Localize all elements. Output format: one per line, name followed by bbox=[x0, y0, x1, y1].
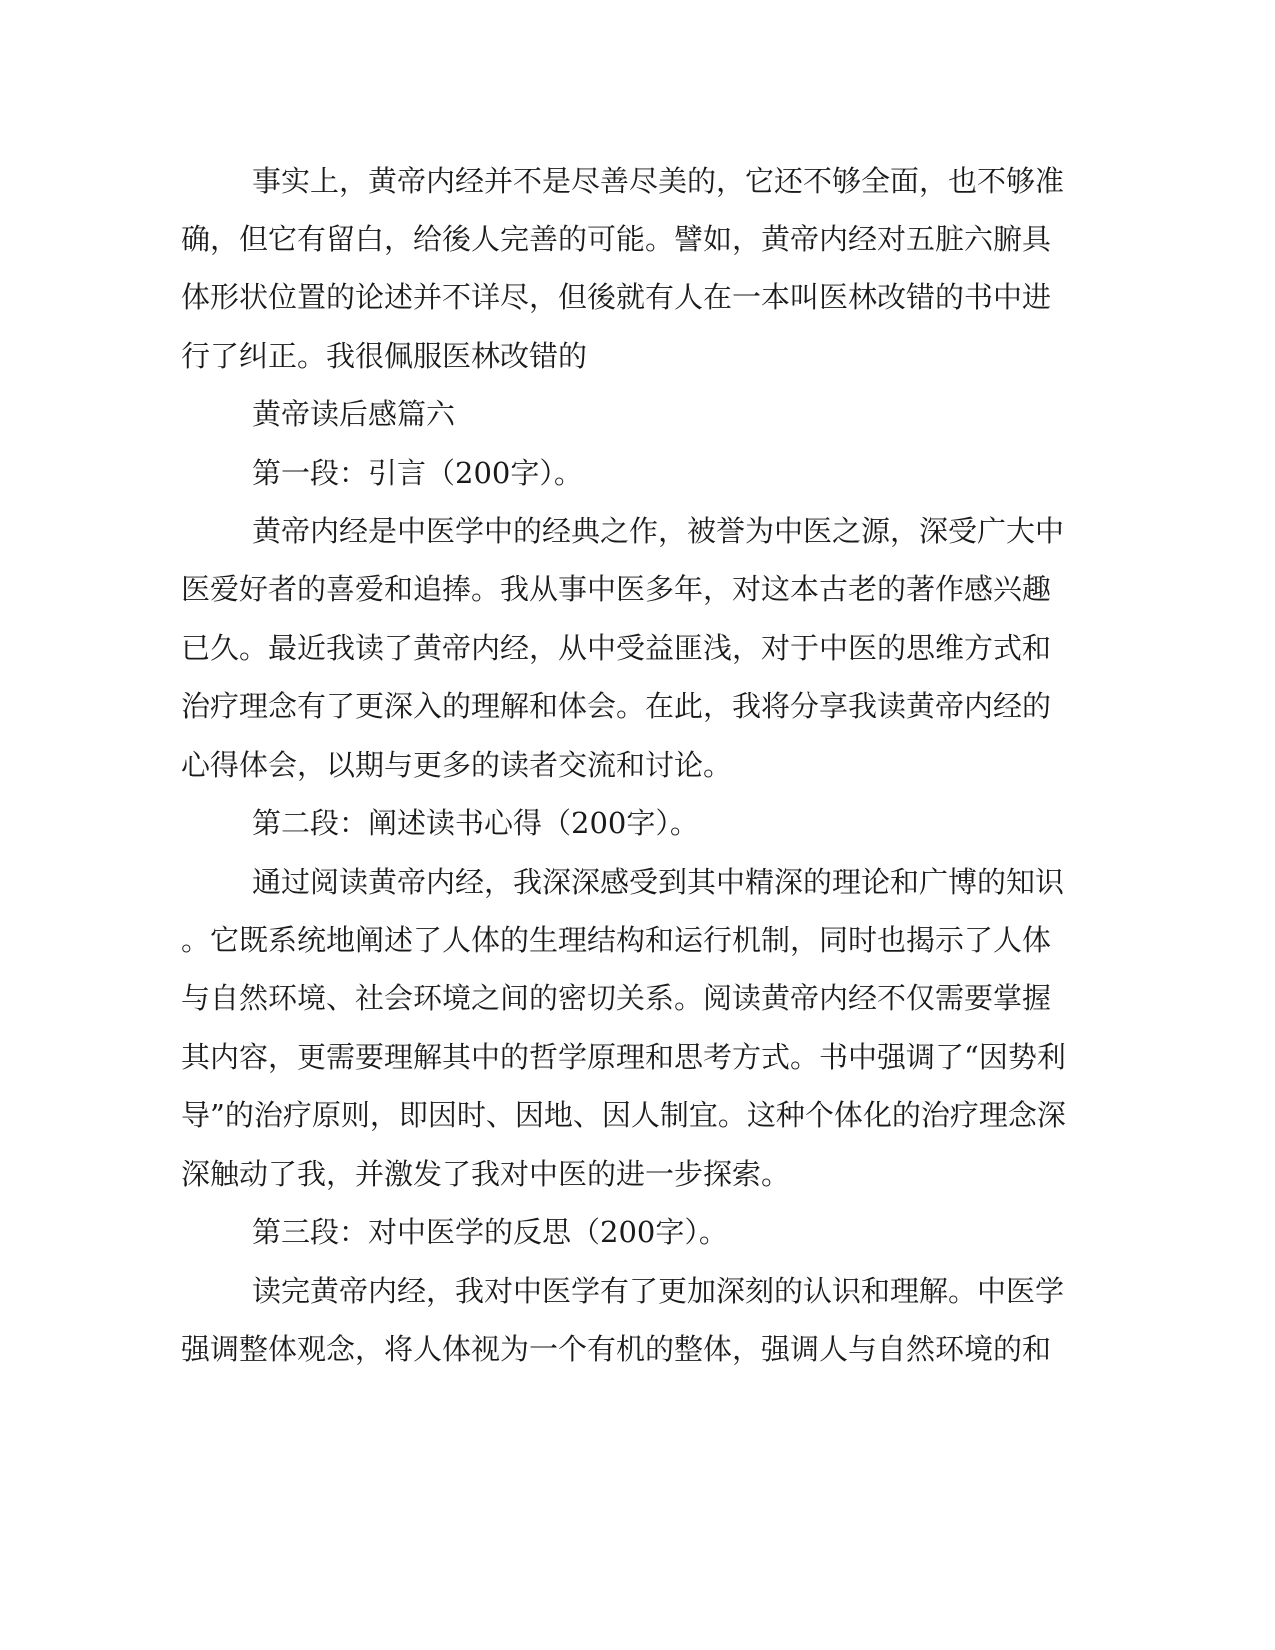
text-line: 事实上，黄帝内经并不是尽善尽美的，它还不够全面，也不够准 bbox=[252, 164, 1065, 198]
text-line: 行了纠正。我很佩服医林改错的 bbox=[181, 339, 588, 373]
text-line: 与自然环境、社会环境之间的密切关系。阅读黄帝内经不仅需要掌握 bbox=[181, 981, 1052, 1015]
text-line: 导”的治疗原则，即因时、因地、因人制宜。这种个体化的治疗理念深 bbox=[181, 1098, 1066, 1132]
text-line: 确，但它有留白，给後人完善的可能。譬如，黄帝内经对五脏六腑具 bbox=[181, 222, 1052, 256]
text-line: 黄帝内经是中医学中的经典之作，被誉为中医之源，深受广大中 bbox=[252, 514, 1065, 548]
text-line: 体形状位置的论述并不详尽，但後就有人在一本叫医林改错的书中进 bbox=[181, 280, 1052, 314]
text-line: 强调整体观念，将人体视为一个有机的整体，强调人与自然环境的和 bbox=[181, 1332, 1052, 1366]
section-title: 黄帝读后感篇六 bbox=[252, 397, 456, 431]
text-line: 。它既系统地阐述了人体的生理结构和运行机制，同时也揭示了人体 bbox=[181, 923, 1052, 957]
section-heading: 第二段：阐述读书心得（200字）。 bbox=[252, 806, 699, 840]
section-heading: 第三段：对中医学的反思（200字）。 bbox=[252, 1215, 728, 1249]
text-line: 医爱好者的喜爱和追捧。我从事中医多年，对这本古老的著作感兴趣 bbox=[181, 572, 1052, 606]
text-line: 其内容，更需要理解其中的哲学原理和思考方式。书中强调了“因势利 bbox=[181, 1040, 1066, 1074]
text-line: 深触动了我，并激发了我对中医的进一步探索。 bbox=[181, 1157, 791, 1191]
text-line: 治疗理念有了更深入的理解和体会。在此，我将分享我读黄帝内经的 bbox=[181, 689, 1052, 723]
text-line: 读完黄帝内经，我对中医学有了更加深刻的认识和理解。中医学 bbox=[252, 1274, 1065, 1308]
text-line: 心得体会，以期与更多的读者交流和讨论。 bbox=[181, 748, 733, 782]
text-line: 通过阅读黄帝内经，我深深感受到其中精深的理论和广博的知识 bbox=[252, 865, 1065, 899]
section-heading: 第一段：引言（200字）。 bbox=[252, 456, 583, 490]
text-line: 已久。最近我读了黄帝内经，从中受益匪浅，对于中医的思维方式和 bbox=[181, 631, 1052, 665]
